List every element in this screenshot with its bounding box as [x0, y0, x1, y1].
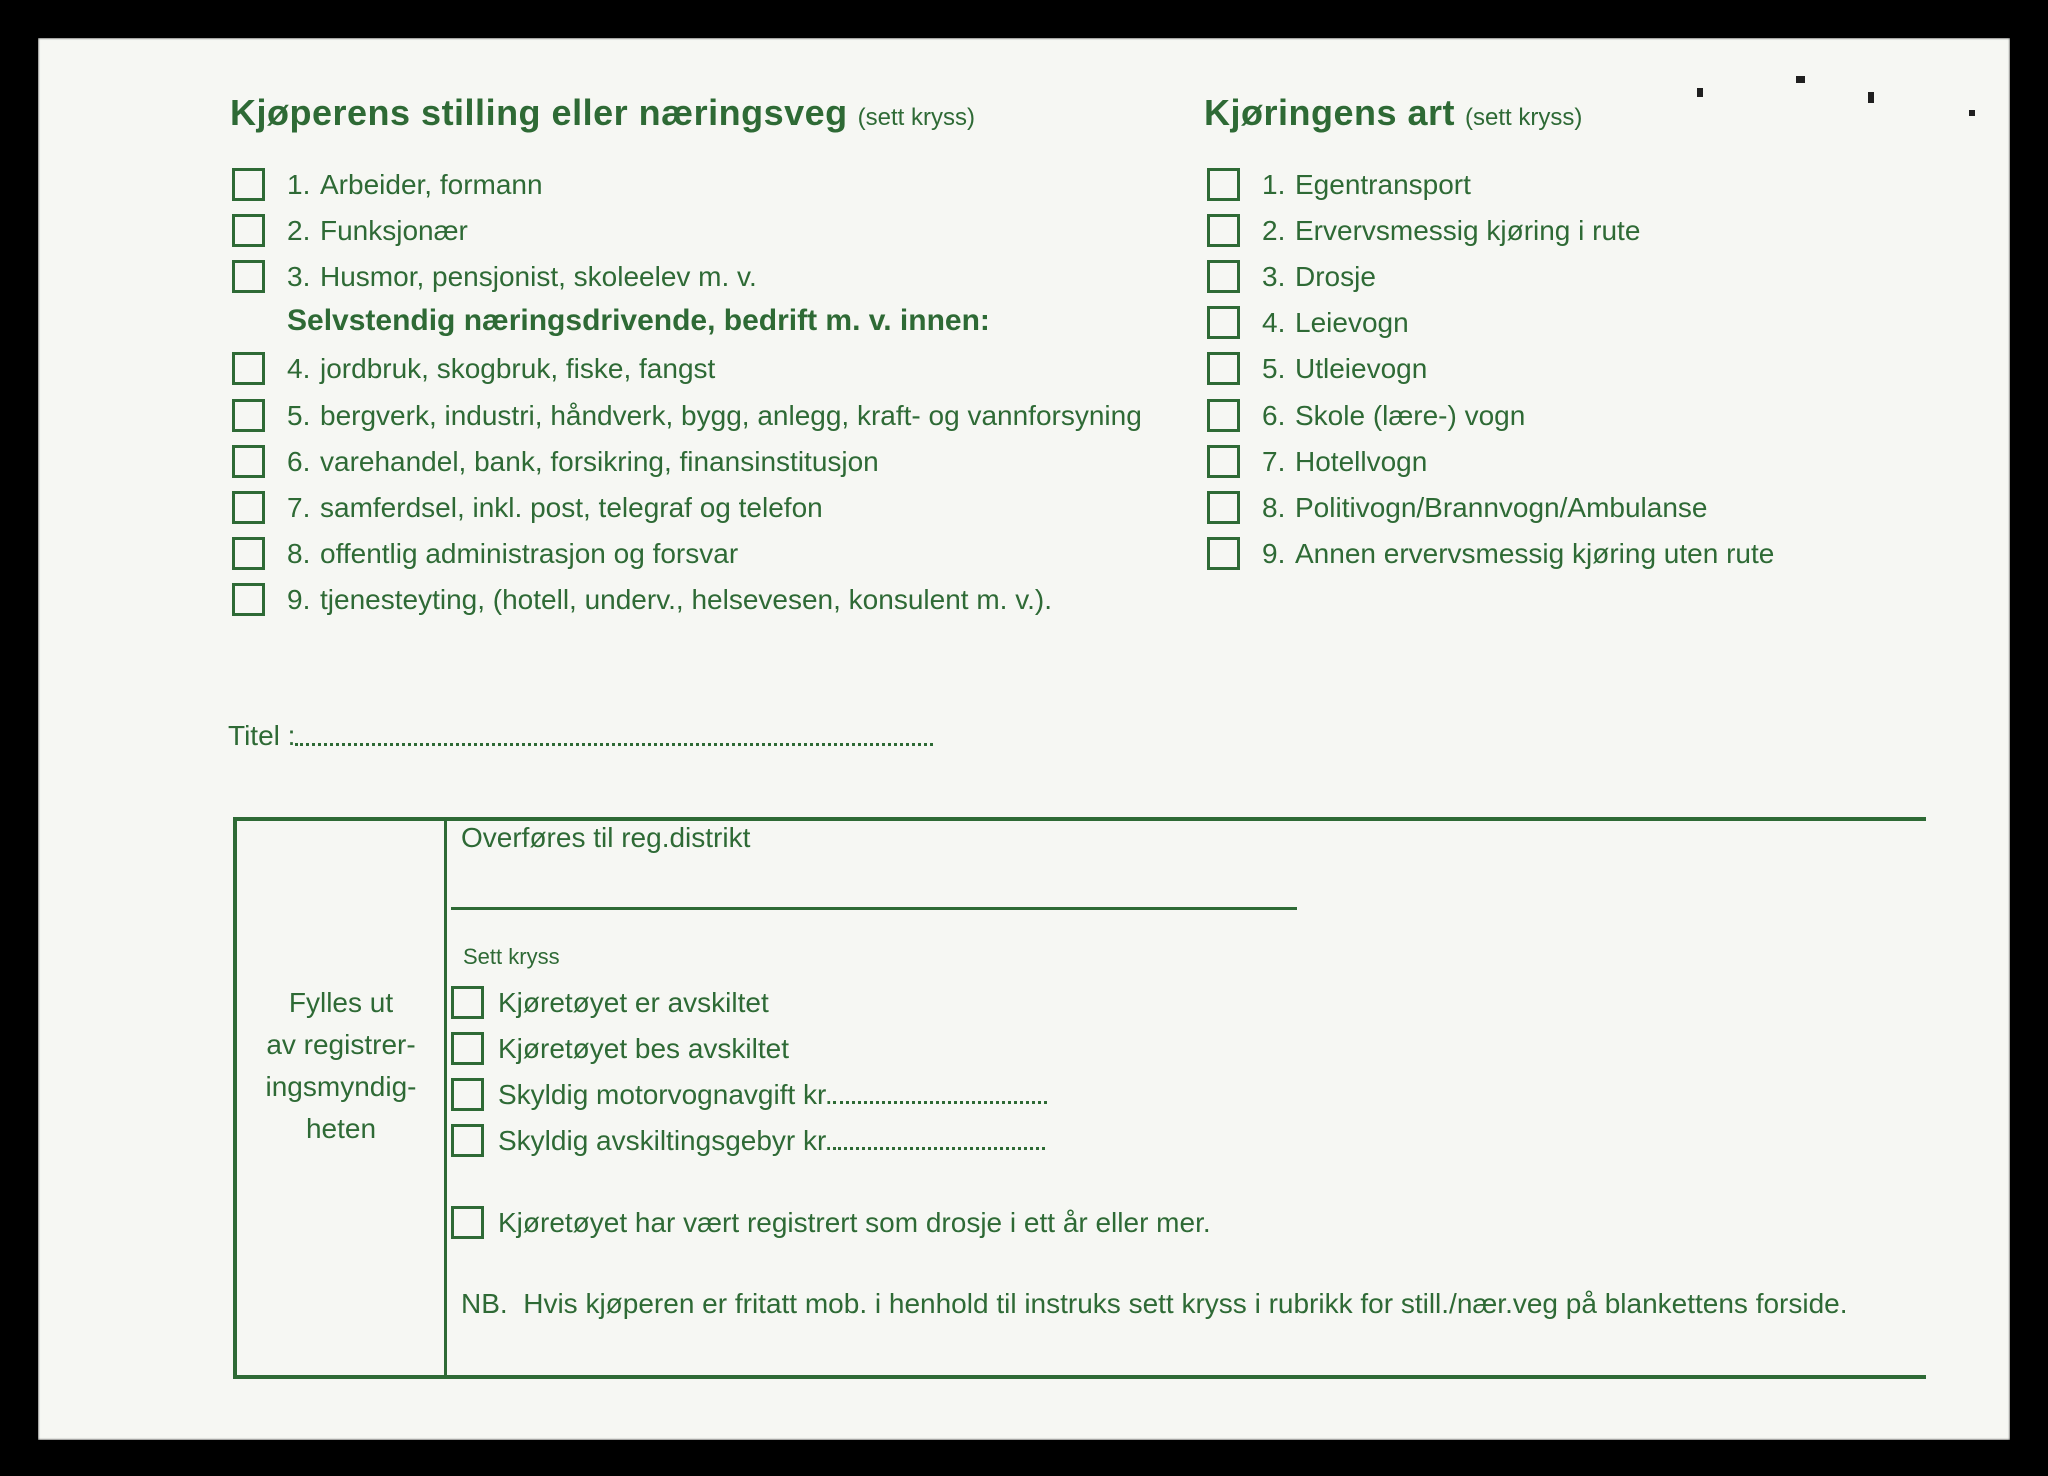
registry-check-1[interactable] [451, 986, 769, 1019]
checkbox[interactable] [451, 1206, 484, 1239]
item-label: Husmor, pensjonist, skoleelev m. v. [320, 260, 757, 292]
right-item-2[interactable] [1207, 214, 1640, 247]
checkbox[interactable] [1207, 445, 1240, 478]
right-title-text: Kjøringens art [1204, 92, 1456, 133]
item-number: 3. [1262, 260, 1286, 292]
checkbox[interactable] [1207, 537, 1240, 570]
item-label: offentlig administrasjon og forsvar [320, 537, 739, 569]
checkbox[interactable] [232, 352, 265, 385]
scan-speck [1868, 92, 1874, 103]
side-label-line: ingsmyndig- [265, 1071, 417, 1102]
check-label: Kjøretøyet bes avskiltet [498, 1032, 789, 1064]
checkbox[interactable] [451, 1032, 484, 1065]
checkbox[interactable] [1207, 491, 1240, 524]
check-label: Kjøretøyet har vært registrert som drosje i ett år eller mer. [498, 1206, 1211, 1238]
left-item-8[interactable] [232, 537, 738, 570]
item-label: bergverk, industri, håndverk, bygg, anlegg, kraft- og vannforsyning [320, 399, 1142, 431]
checkbox[interactable] [232, 537, 265, 570]
left-section-title [230, 92, 975, 134]
checkbox[interactable] [232, 445, 265, 478]
checkbox[interactable] [232, 583, 265, 616]
registry-check-4[interactable] [451, 1124, 1045, 1157]
item-number: 8. [287, 537, 311, 569]
item-number: 1. [287, 168, 311, 200]
left-item-5[interactable] [232, 399, 1142, 432]
item-number: 8. [1262, 491, 1286, 523]
registry-check-3[interactable] [451, 1078, 1047, 1111]
item-label: Politivogn/Brannvogn/Ambulanse [1295, 491, 1708, 523]
checkbox[interactable] [451, 986, 484, 1019]
side-label-line: Fylles ut [288, 987, 394, 1018]
transfer-label: Overføres til reg.distrikt [461, 822, 751, 853]
checkbox[interactable] [1207, 168, 1240, 201]
item-label: tjenesteyting, (hotell, underv., helsevesen, konsulent m. v.). [320, 583, 1053, 615]
right-item-3[interactable] [1207, 260, 1376, 293]
transfer-district-line[interactable] [451, 907, 1297, 910]
scan-speck [1969, 110, 1975, 116]
left-item-7[interactable] [232, 491, 823, 524]
left-subheading: Selvstendig næringsdrivende, bedrift m. v. innen: [287, 304, 990, 337]
right-item-1[interactable] [1207, 168, 1471, 201]
mark-label: Sett kryss [463, 944, 560, 969]
box-left-border [233, 817, 237, 1379]
titel-dotted-line[interactable] [295, 743, 933, 746]
item-label: Arbeider, formann [320, 168, 543, 200]
amount-dotted-line[interactable] [833, 1101, 1047, 1104]
checkbox[interactable] [1207, 306, 1240, 339]
titel-label: Titel : [228, 720, 296, 751]
right-item-8[interactable] [1207, 491, 1707, 524]
item-label: varehandel, bank, forsikring, finansinstitusjon [320, 445, 879, 477]
item-label: Ervervsmessig kjøring i rute [1295, 214, 1641, 246]
checkbox[interactable] [451, 1078, 484, 1111]
item-number: 2. [287, 214, 311, 246]
checkbox[interactable] [232, 214, 265, 247]
item-number: 5. [1262, 352, 1286, 384]
titel-field[interactable] [228, 720, 933, 752]
box-column-divider [444, 817, 447, 1377]
item-number: 7. [1262, 445, 1286, 477]
registry-side-label [243, 982, 439, 1150]
drosje-check[interactable] [451, 1206, 1211, 1239]
item-label: Utleievogn [1295, 352, 1428, 384]
item-number: 4. [1262, 306, 1286, 338]
side-label-line: heten [305, 1113, 377, 1144]
item-number: 2. [1262, 214, 1286, 246]
scan-speck [1697, 88, 1703, 97]
right-item-7[interactable] [1207, 445, 1427, 478]
item-number: 7. [287, 491, 311, 523]
item-label: Hotellvogn [1295, 445, 1428, 477]
check-label: Skyldig motorvognavgift kr. [498, 1078, 833, 1110]
nb-note: NB. Hvis kjøperen er fritatt mob. i henhold til instruks sett kryss i rubrikk for still./nær.veg på blankettens forside. [461, 1288, 1848, 1319]
item-number: 3. [287, 260, 311, 292]
left-item-4[interactable] [232, 352, 715, 385]
right-section-title [1204, 92, 1582, 134]
item-label: samferdsel, inkl. post, telegraf og telefon [320, 491, 823, 523]
left-item-6[interactable] [232, 445, 879, 478]
left-title-note: (sett kryss) [857, 104, 975, 131]
item-number: 6. [1262, 399, 1286, 431]
checkbox[interactable] [451, 1124, 484, 1157]
checkbox[interactable] [232, 260, 265, 293]
item-number: 1. [1262, 168, 1286, 200]
item-label: Egentransport [1295, 168, 1471, 200]
left-item-1[interactable] [232, 168, 543, 201]
item-number: 4. [287, 352, 311, 384]
checkbox[interactable] [232, 399, 265, 432]
item-number: 5. [287, 399, 311, 431]
checkbox[interactable] [1207, 399, 1240, 432]
box-bottom-border [233, 1375, 1926, 1379]
item-number: 6. [287, 445, 311, 477]
left-title-text: Kjøperens stilling eller næringsveg [230, 92, 848, 133]
item-number: 9. [287, 583, 311, 615]
right-item-4[interactable] [1207, 306, 1409, 339]
left-item-3[interactable] [232, 260, 757, 293]
item-number: 9. [1262, 537, 1286, 569]
form-paper [38, 38, 2010, 1440]
item-label: Annen ervervsmessig kjøring uten rute [1295, 537, 1775, 569]
registry-check-2[interactable] [451, 1032, 789, 1065]
checkbox[interactable] [1207, 352, 1240, 385]
checkbox[interactable] [232, 168, 265, 201]
item-label: Drosje [1295, 260, 1376, 292]
item-label: jordbruk, skogbruk, fiske, fangst [320, 352, 716, 384]
right-item-9[interactable] [1207, 537, 1774, 570]
checkbox[interactable] [1207, 260, 1240, 293]
scan-speck [1796, 76, 1805, 83]
left-item-2[interactable] [232, 214, 468, 247]
checkbox[interactable] [232, 491, 265, 524]
amount-dotted-line[interactable] [833, 1147, 1045, 1150]
right-title-note: (sett kryss) [1465, 104, 1583, 131]
check-label: Skyldig avskiltingsgebyr kr. [498, 1124, 833, 1156]
box-top-border [233, 817, 1926, 821]
checkbox[interactable] [1207, 214, 1240, 247]
item-label: Leievogn [1295, 306, 1409, 338]
side-label-line: av registrer- [266, 1029, 416, 1060]
check-label: Kjøretøyet er avskiltet [498, 986, 769, 1018]
left-item-9[interactable] [232, 583, 1052, 616]
item-label: Skole (lære-) vogn [1295, 399, 1526, 431]
right-item-5[interactable] [1207, 352, 1427, 385]
right-item-6[interactable] [1207, 399, 1525, 432]
item-label: Funksjonær [320, 214, 468, 246]
